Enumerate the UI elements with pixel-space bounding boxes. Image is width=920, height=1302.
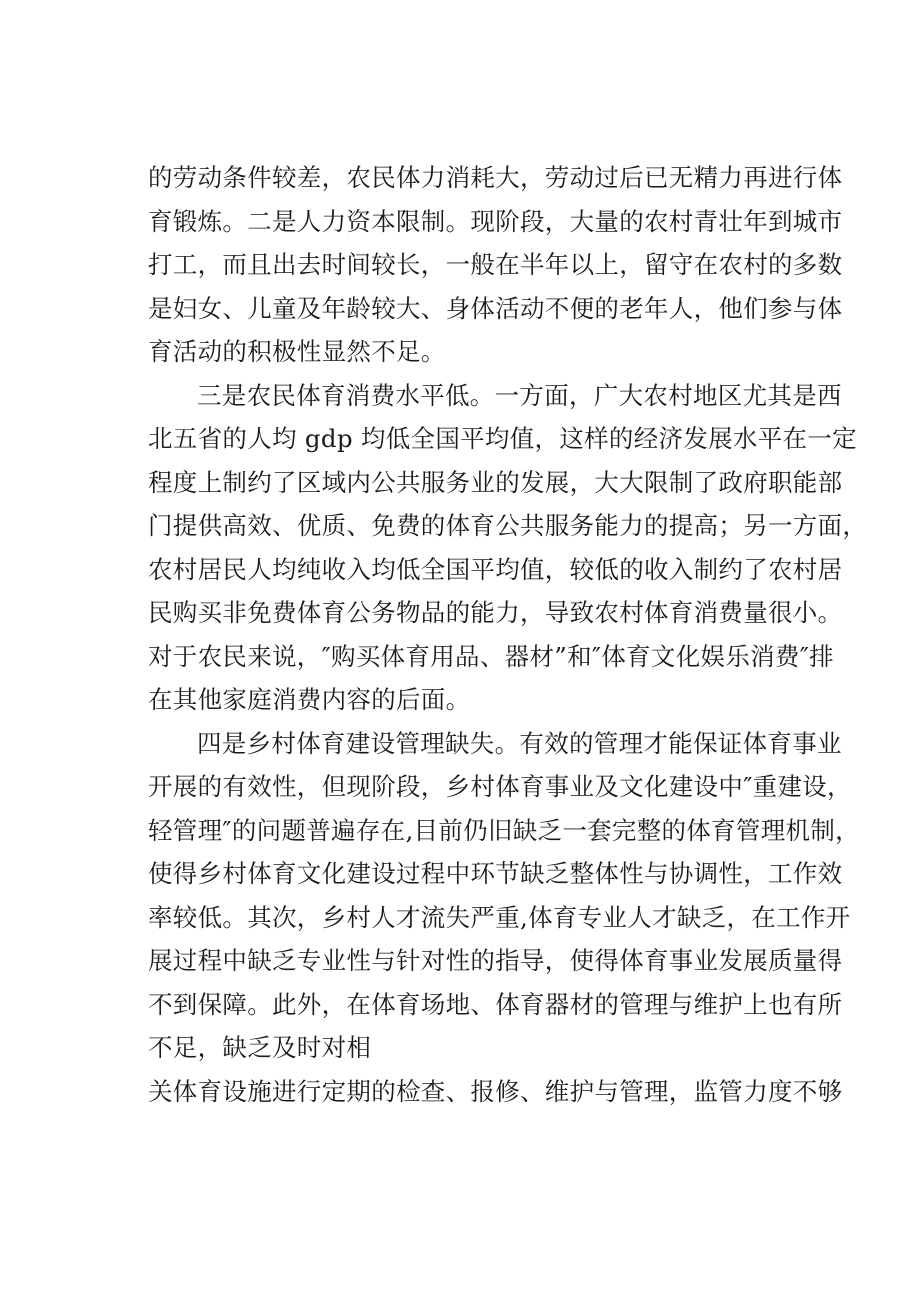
text-line: 打工，而且出去时间较长，一般在半年以上，留守在农村的多数: [148, 250, 843, 279]
text-line: 民购买非免费体育公务物品的能力，导致农村体育消费量很小。: [148, 598, 843, 627]
text-line: 三是农民体育消费水平低。一方面，广大农村地区尤其是西: [197, 380, 842, 410]
text-line: 对于农民来说，″购买体育用品、器材”和″体育文化娱乐消费″排: [148, 641, 834, 671]
text-line: 北五省的人均 gdp 均低全国平均值，这样的经济发展水平在一定: [148, 424, 857, 453]
text-line: 育活动的积极性显然不足。: [148, 337, 446, 366]
text-line: 不到保障。此外，在体育场地、体育器材的管理与维护上也有所: [148, 989, 843, 1019]
text-line: 率较低。其次，乡村人才流失严重,体育专业人才缺乏，在工作开: [148, 902, 851, 932]
text-line: 四是乡村体育建设管理缺失。有效的管理才能保证体育事业: [197, 728, 842, 758]
text-line: 在其他家庭消费内容的后面。: [148, 685, 471, 714]
text-line: 展过程中缺乏专业性与针对性的指导，使得体育事业发展质量得: [148, 946, 843, 975]
text-line: 门提供高效、优质、免费的体育公共服务能力的提高；另一方面，: [148, 511, 868, 540]
text-line: 不足，缺乏及时对相: [148, 1033, 372, 1062]
text-line: 轻管理″的问题普遍存在,目前仍旧缺乏一套完整的体育管理机制，: [148, 815, 860, 845]
text-line: 育锻炼。二是人力资本限制。现阶段，大量的农村青壮年到城市: [148, 206, 843, 236]
text-line: 关体育设施进行定期的检查、报修、维护与管理，监管力度不够: [148, 1076, 843, 1106]
text-line: 的劳动条件较差，农民体力消耗大，劳动过后已无精力再进行体: [148, 163, 843, 192]
text-line: 是妇女、儿童及年龄较大、身体活动不便的老年人，他们参与体: [148, 293, 843, 323]
text-line: 使得乡村体育文化建设过程中环节缺乏整体性与协调性，工作效: [148, 859, 843, 888]
text-line: 程度上制约了区域内公共服务业的发展，大大限制了政府职能部: [148, 467, 843, 497]
text-line: 农村居民人均纯收入均低全国平均值，较低的收入制约了农村居: [148, 554, 843, 584]
text-line: 开展的有效性，但现阶段，乡村体育事业及文化建设中″重建设，: [148, 772, 852, 801]
body-text: [148, 156, 868, 1113]
